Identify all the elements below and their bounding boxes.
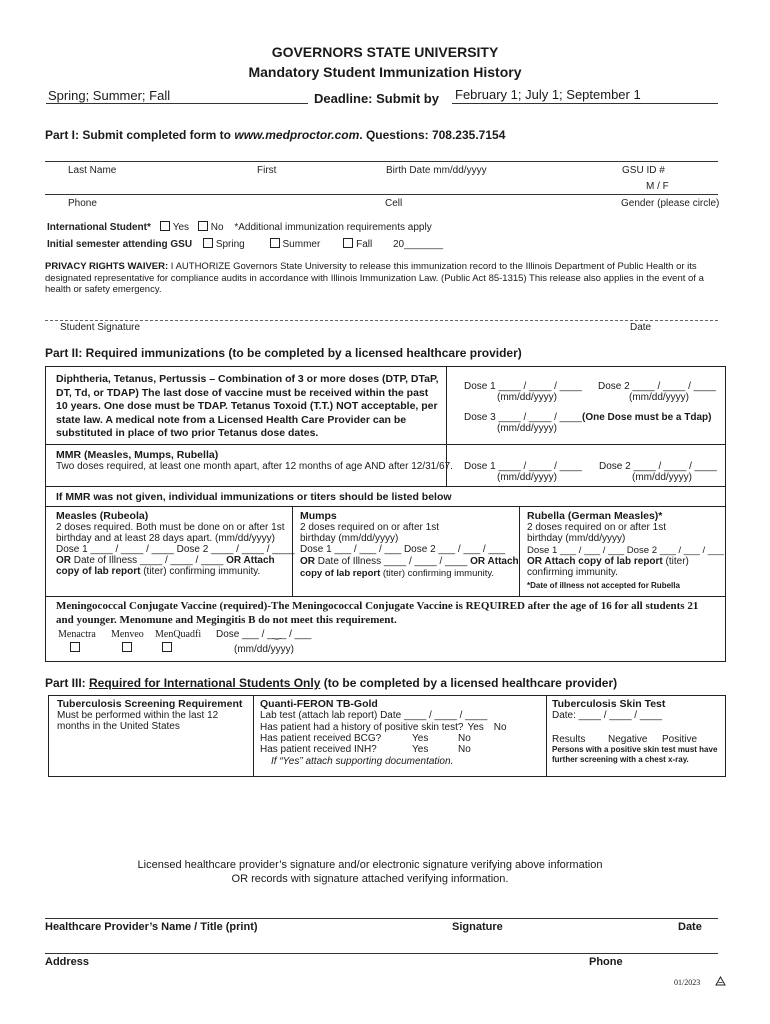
international-row: International Student* Yes No *Additional immunization requirements apply [47, 222, 432, 233]
rubella-lab: OR Attach copy of lab report (titer) [527, 556, 689, 567]
student-signature-label: Student Signature [60, 322, 141, 333]
deadline-field[interactable]: February 1; July 1; September 1 [455, 87, 641, 102]
rubella-text: confirming immunity. [527, 567, 618, 578]
positive-note: Persons with a positive skin test must have further screening with a chest x-ray. [552, 745, 718, 764]
deadline-label: Deadline: Submit by [314, 91, 439, 106]
results-label: Results [552, 734, 586, 745]
mmr-dose2[interactable]: Dose 2 ____ / ____ / ____ [599, 461, 717, 472]
summer-checkbox[interactable] [270, 238, 280, 248]
skin-test-date[interactable]: Date: ____ / ____ / ____ [552, 710, 663, 721]
date-format-hint: (mm/dd/yyyy) [632, 472, 692, 483]
gsu-id-label: GSU ID # [622, 165, 665, 176]
mumps-illness[interactable]: OR Date of Illness ____ / ____ / ____ OR Attach [300, 556, 519, 567]
measles-title: Measles (Rubeola) [56, 510, 149, 522]
date-format-hint: (mm/dd/yyyy) [497, 423, 557, 434]
skin-test-title: Tuberculosis Skin Test [552, 698, 666, 710]
mumps-text: birthday (mm/dd/yyyy) [300, 533, 399, 544]
part2-heading: Part II: Required immunizations (to be completed by a licensed healthcare provider) [45, 346, 522, 360]
date-format-hint: (mm/dd/yyyy) [629, 392, 689, 403]
student-signature-line[interactable] [45, 320, 718, 321]
tdap-note: (One Dose must be a Tdap) [582, 412, 712, 423]
address-label: Address [45, 956, 90, 968]
dtap-dose1[interactable]: Dose 1 ____ / ____ / ____ [464, 381, 582, 392]
last-name-label: Last Name [68, 165, 117, 176]
meningococcal-description: Meningococcal Conjugate Vaccine (required)-The Meningococcal Conjugate Vaccine is REQUIRED after the age of 16 for all students 21 and younger. Menomune and Megingitis B do not meet this requirement. [56, 600, 699, 626]
date-format-hint: (mm/dd/yyyy) [234, 644, 294, 655]
provider-signature-line[interactable] [45, 918, 718, 919]
tb-screening-text: Must be performed within the last 12 months in the United States [57, 710, 219, 732]
dtap-dose3[interactable]: Dose 3 ____ / ____ / ____ [464, 412, 582, 423]
inh-yes[interactable]: Yes [412, 744, 429, 755]
date-label: Date [678, 921, 702, 933]
verification-text-2: OR records with signature attached verifying information. [231, 873, 509, 885]
revision-date: 01/2023 [674, 978, 701, 987]
mmr-title: MMR (Measles, Mumps, Rubella) [56, 449, 219, 461]
mumps-lab: copy of lab report (titer) confirming immunity. [300, 568, 495, 579]
tb-screening-title: Tuberculosis Screening Requirement [57, 698, 243, 710]
no-option[interactable]: No [493, 722, 507, 733]
signature-label: Signature [452, 921, 503, 933]
cell-label: Cell [385, 198, 403, 209]
dtap-description: Diphtheria, Tetanus, Pertussis – Combination of 3 or more doses (DTP, DTaP, DT, Td, or TDAP) The last dose of vaccine must be received within the past 10 years. One dose must be TDAP. Tetanus Toxoid (T.T.) NOT acceptable, per state law. A medical note from a Licensed Health Care Provider can be substituted in place of two prior Tetanus dose dates. [56, 373, 439, 439]
bcg-question: Has patient received BCG? [260, 733, 382, 744]
form-title: Mandatory Student Immunization History [248, 64, 522, 80]
fall-checkbox[interactable] [343, 238, 353, 248]
provider-name-label: Healthcare Provider’s Name / Title (print) [45, 921, 258, 933]
menactra-label: Menactra [58, 629, 96, 640]
positive-option[interactable]: Positive [662, 734, 698, 745]
if-mmr-note: If MMR was not given, individual immunizations or titers should be listed below [56, 491, 452, 503]
menactra-checkbox[interactable] [70, 642, 80, 652]
initial-semester-row: Initial semester attending GSU Spring Summer Fall 20_______ [47, 239, 444, 250]
phone-label: Phone [68, 198, 97, 209]
rubella-title: Rubella (German Measles)* [527, 510, 663, 522]
measles-doses[interactable]: Dose 1 ____ / ____ / ____ Dose 2 ____ / ____ / ____ [56, 544, 295, 555]
address-line[interactable] [45, 953, 718, 954]
signature-date-label: Date [630, 322, 652, 333]
intl-yes-checkbox[interactable] [160, 221, 170, 231]
privacy-waiver: PRIVACY RIGHTS WAIVER: I AUTHORIZE Governors State University to release this immunization record to the Illinois Department of Public Health or its designated representative for compliance audits in accordance with Illinois Immunization Law. (Public Act 85-1315) This release also applies in the event of a health or safety emergency. [45, 261, 704, 295]
first-name-label: First [257, 165, 277, 176]
gender-options[interactable]: M / F [646, 181, 669, 192]
yes-option[interactable]: Yes [467, 722, 484, 733]
meningococcal-dose[interactable]: Dose ___ / _‿_ / ___ [216, 629, 312, 640]
spring-checkbox[interactable] [203, 238, 213, 248]
inh-question: Has patient received INH? [260, 744, 377, 755]
mumps-text: 2 doses required on or after 1st [300, 522, 439, 533]
verification-text-1: Licensed healthcare provider’s signature and/or electronic signature verifying above information [137, 859, 603, 871]
bcg-yes[interactable]: Yes [412, 733, 429, 744]
mumps-title: Mumps [300, 510, 337, 522]
phone-label: Phone [589, 956, 623, 968]
rubella-text: 2 doses required on or after 1st [527, 522, 666, 533]
menquadfi-label: MenQuadfi [155, 629, 202, 640]
date-format-hint: (mm/dd/yyyy) [497, 472, 557, 483]
skin-test-history: Has patient had a history of positive skin test? Yes No [260, 722, 507, 733]
menveo-checkbox[interactable] [122, 642, 132, 652]
measles-text: 2 doses required. Both must be done on or after 1st [56, 522, 285, 533]
mmr-description: Two doses required, at least one month apart, after 12 months of age AND after 12/31/67. [56, 461, 453, 472]
measles-lab: copy of lab report (titer) confirming immunity. [56, 566, 261, 577]
quantiferon-title: Quanti-FERON TB-Gold [260, 698, 378, 710]
measles-illness[interactable]: OR Date of Illness ____ / ____ / ____ OR Attach [56, 555, 275, 566]
recycle-icon [715, 976, 726, 987]
menveo-label: Menveo [111, 629, 144, 640]
quantiferon-date[interactable]: Lab test (attach lab report) Date ____ / ____ / ____ [260, 710, 488, 721]
mmr-dose1[interactable]: Dose 1 ____ / ____ / ____ [464, 461, 582, 472]
intl-no-checkbox[interactable] [198, 221, 208, 231]
supporting-docs-note: If “Yes” attach supporting documentation. [271, 756, 454, 767]
menquadfi-checkbox[interactable] [162, 642, 172, 652]
measles-text: birthday and at least 28 days apart. (mm/dd/yyyy) [56, 533, 275, 544]
year-field[interactable]: 20_______ [393, 239, 444, 250]
inh-no[interactable]: No [458, 744, 471, 755]
mumps-doses[interactable]: Dose 1 ___ / ___ / ___ Dose 2 ___ / ___ / ___ [300, 544, 506, 555]
part3-heading: Part III: Required for International Students Only (to be completed by a licensed healthcare provider) [45, 676, 618, 690]
dtap-dose2[interactable]: Dose 2 ____ / ____ / ____ [598, 381, 716, 392]
rubella-note: *Date of illness not accepted for Rubella [527, 581, 680, 590]
birth-date-label: Birth Date mm/dd/yyyy [386, 165, 487, 176]
university-name: GOVERNORS STATE UNIVERSITY [271, 44, 499, 60]
rubella-text: birthday (mm/dd/yyyy) [527, 533, 626, 544]
rubella-doses[interactable]: Dose 1 ___ / ___ / ___ Dose 2 ___ / ___ / ___ [527, 545, 724, 556]
part1-heading: Part I: Submit completed form to www.medproctor.com. Questions: 708.235.7154 [45, 128, 506, 142]
semester-field[interactable]: Spring; Summer; Fall [48, 88, 171, 103]
gender-label: Gender (please circle) [621, 198, 720, 209]
website-link[interactable]: www.medproctor.com [234, 128, 360, 142]
date-format-hint: (mm/dd/yyyy) [497, 392, 557, 403]
negative-option[interactable]: Negative [608, 734, 648, 745]
bcg-no[interactable]: No [458, 733, 471, 744]
